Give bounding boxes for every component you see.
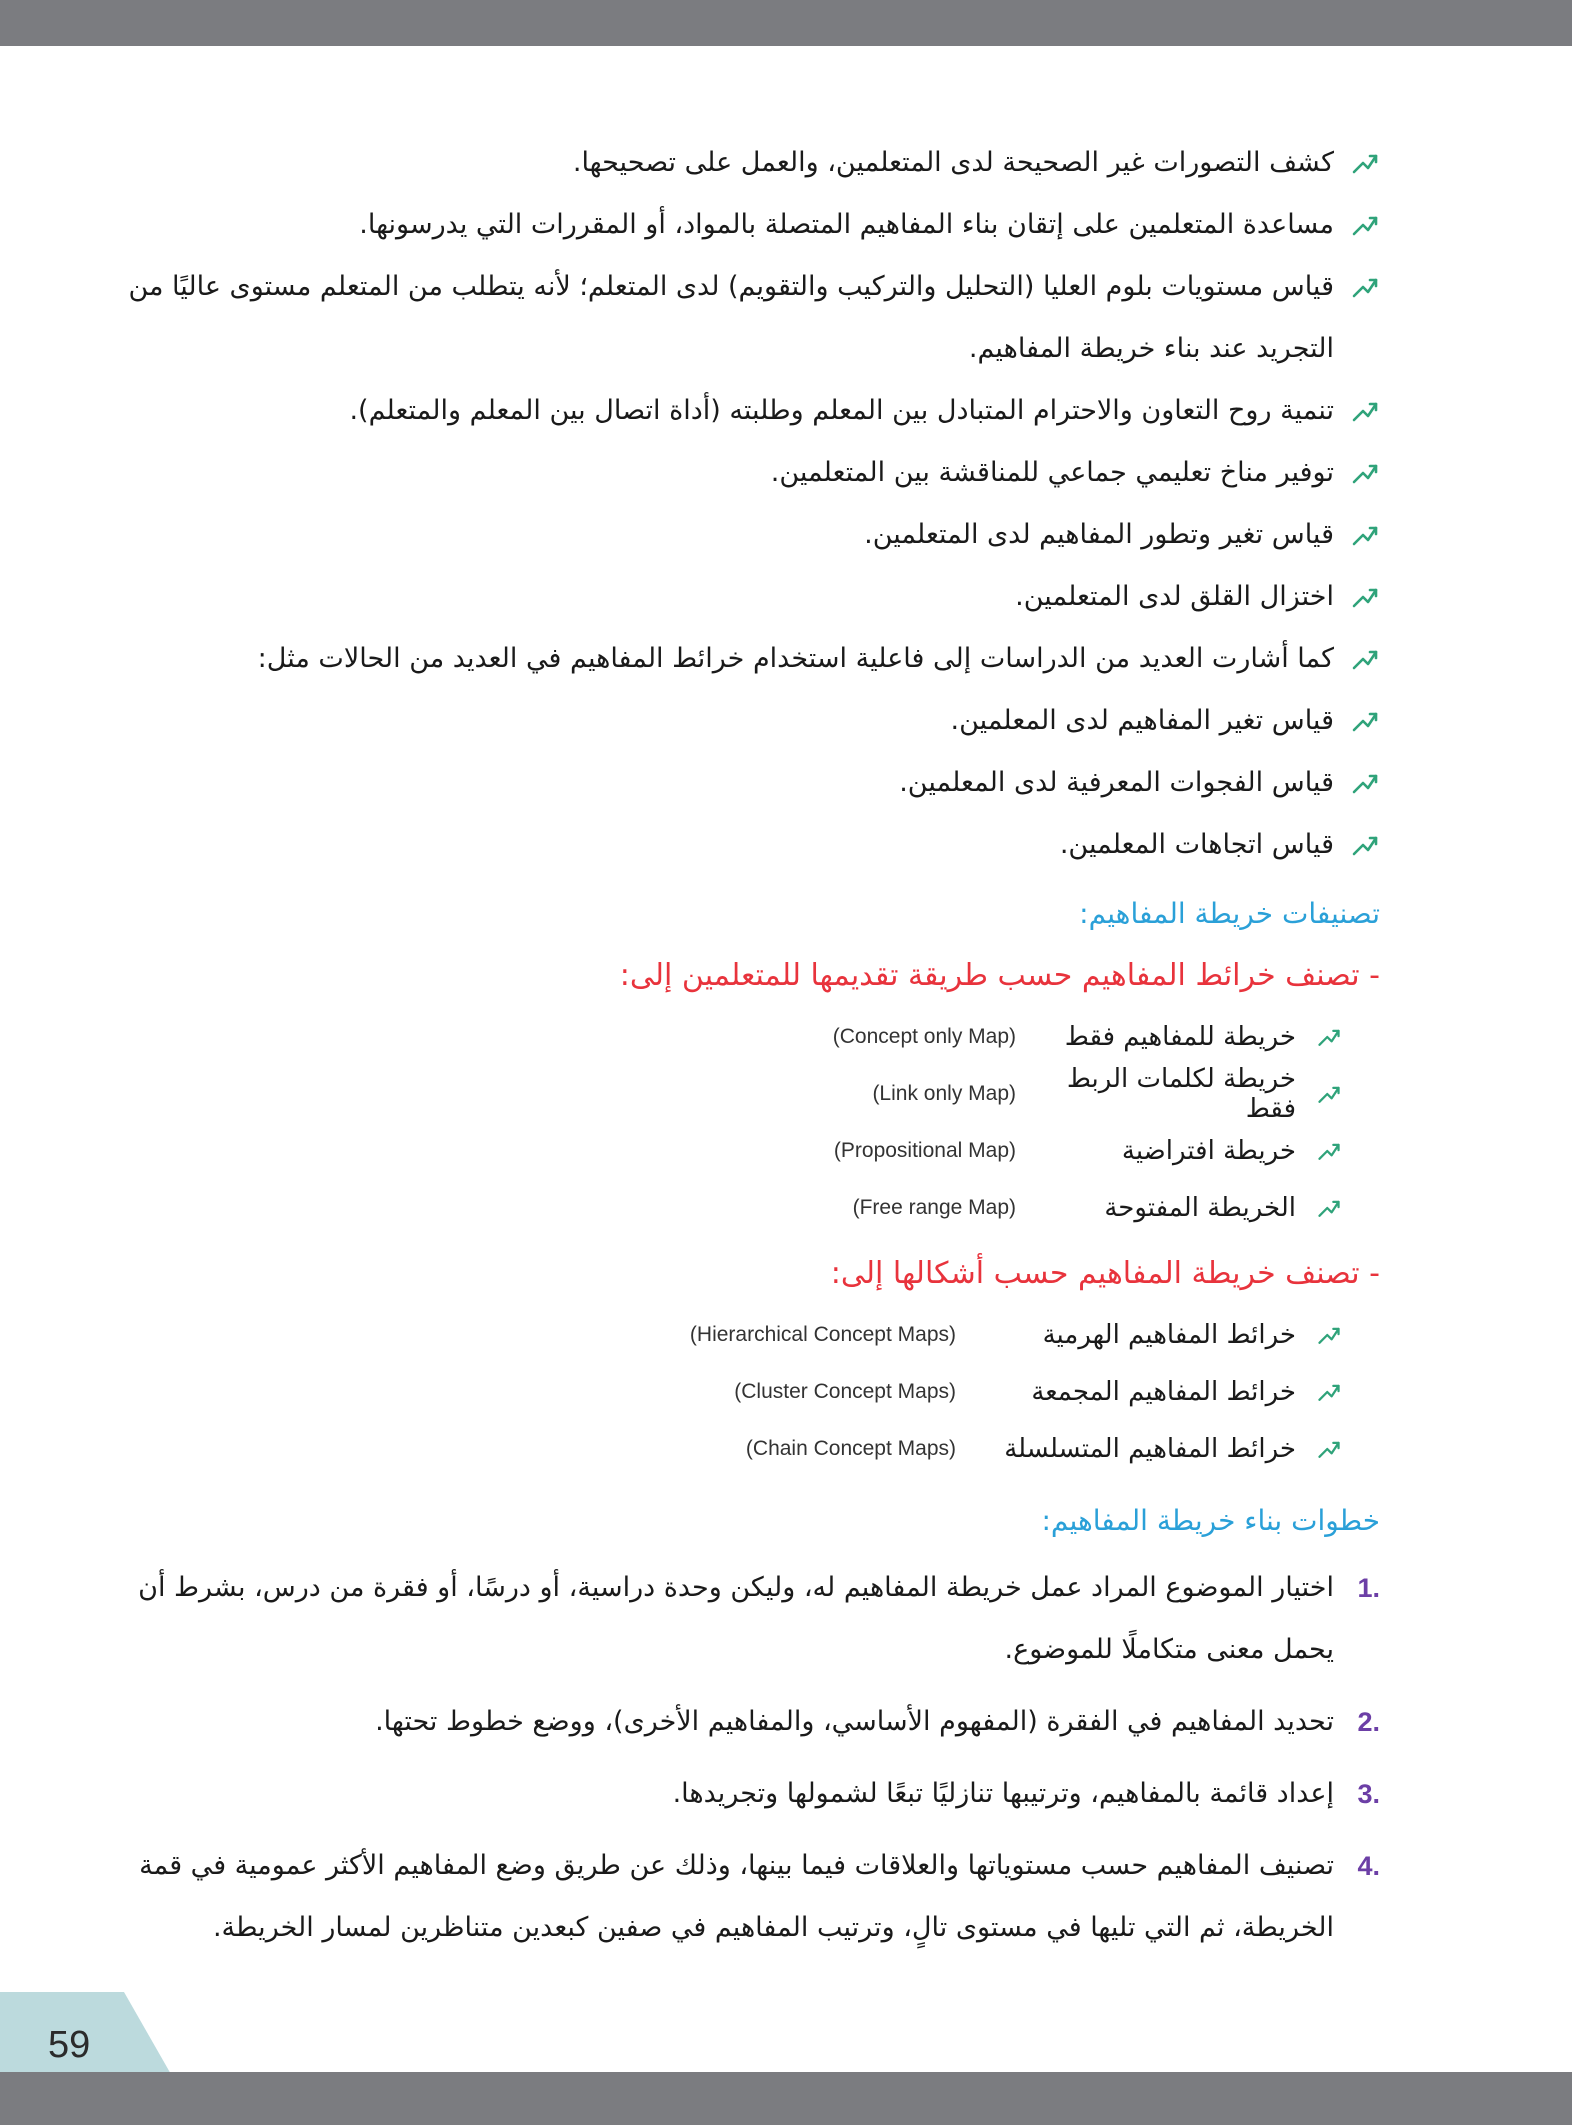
shape-heading: - تصنف خريطة المفاهيم حسب أشكالها إلى: [830,1256,1380,1291]
step-item [118,1763,1380,1825]
classification-english: (Cluster Concept Maps) [734,1379,956,1403]
step-item [118,1557,1380,1681]
bullet-item [118,566,1380,628]
bullet-arrow-icon [1350,768,1380,798]
header-bar [0,0,1572,46]
bullet-item [118,690,1380,752]
bullet-text: اختزال القلق لدى المتعلمين. [1015,581,1334,612]
bullet-arrow-icon [1316,1195,1342,1221]
step-number: .1 [1357,1573,1380,1603]
classification-english: (Free range Map) [852,1195,1016,1219]
bullet-arrow-icon [1316,1138,1342,1164]
bullet-text: كما أشارت العديد من الدراسات إلى فاعلية استخدام خرائط المفاهيم في العديد من الحالات مثل: [257,643,1334,674]
steps-list [118,1557,1380,1959]
classification-item [118,1008,1380,1065]
bullet-arrow-icon [1316,1081,1342,1107]
step-number: .4 [1357,1851,1380,1881]
bullet-item [118,256,1380,380]
bullet-arrow-icon [1316,1024,1342,1050]
footer-bar [0,2072,1572,2125]
classification-arabic: خرائط المفاهيم المتسلسلة [1004,1433,1296,1464]
classification-item [118,1306,1380,1363]
bullet-arrow-icon [1350,458,1380,488]
bullet-arrow-icon [1350,520,1380,550]
classification-english: (Link only Map) [872,1081,1016,1105]
page-number: 59 [48,2024,91,2066]
bullet-arrow-icon [1350,706,1380,736]
step-text: اختيار الموضوع المراد عمل خريطة المفاهيم له، وليكن وحدة دراسية، أو درسًا، أو فقرة من درس، بشرط أن يحمل معنى متكاملًا للموضوع. [138,1572,1334,1665]
step-number: .2 [1357,1707,1380,1737]
classification-item [118,1065,1380,1122]
bullet-item [118,132,1380,194]
classification-item [118,1122,1380,1179]
bullet-list [118,132,1380,876]
bullet-arrow-icon [1350,272,1380,302]
classification-english: (Hierarchical Concept Maps) [689,1322,956,1346]
bullet-arrow-icon [1350,148,1380,178]
step-text: إعداد قائمة بالمفاهيم، وترتيبها تنازليًا تبعًا لشمولها وتجريدها. [672,1778,1334,1809]
presentation-heading: - تصنف خرائط المفاهيم حسب طريقة تقديمها للمتعلمين إلى: [619,958,1380,993]
bullet-text: قياس تغير وتطور المفاهيم لدى المتعلمين. [864,519,1334,550]
classification-english: (Chain Concept Maps) [745,1436,956,1460]
presentation-list [118,1008,1380,1236]
bullet-text: قياس تغير المفاهيم لدى المعلمين. [950,705,1334,736]
bullet-arrow-icon [1350,644,1380,674]
classification-item [118,1363,1380,1420]
classification-arabic: خرائط المفاهيم الهرمية [1042,1319,1296,1350]
step-number: .3 [1357,1779,1380,1809]
classification-arabic: خريطة لكلمات الربط فقط [1066,1063,1296,1124]
steps-heading: خطوات بناء خريطة المفاهيم: [1041,1504,1380,1537]
classification-item [118,1179,1380,1236]
bullet-arrow-icon [1350,210,1380,240]
bullet-item [118,628,1380,690]
classification-english: (Concept only Map) [832,1024,1016,1048]
classification-english: (Propositional Map) [833,1138,1016,1162]
step-item [118,1835,1380,1959]
bullet-arrow-icon [1350,830,1380,860]
step-text: تحديد المفاهيم في الفقرة (المفهوم الأساسي، والمفاهيم الأخرى)، ووضع خطوط تحتها. [375,1706,1334,1737]
bullet-text: مساعدة المتعلمين على إتقان بناء المفاهيم المتصلة بالمواد، أو المقررات التي يدرسونها. [359,209,1334,240]
classifications-heading: تصنيفات خريطة المفاهيم: [1079,897,1380,930]
classification-arabic: خريطة للمفاهيم فقط [1064,1021,1296,1052]
bullet-item [118,442,1380,504]
bullet-arrow-icon [1350,582,1380,612]
classification-item [118,1420,1380,1477]
bullet-text: تنمية روح التعاون والاحترام المتبادل بين المعلم وطلبته (أداة اتصال بين المعلم والمتعلم). [349,395,1334,426]
classification-arabic: خريطة افتراضية [1121,1135,1296,1166]
bullet-text: كشف التصورات غير الصحيحة لدى المتعلمين، والعمل على تصحيحها. [572,147,1334,178]
step-item [118,1691,1380,1753]
bullet-arrow-icon [1316,1436,1342,1462]
bullet-item [118,752,1380,814]
bullet-arrow-icon [1316,1322,1342,1348]
bullet-text: قياس مستويات بلوم العليا (التحليل والتركيب والتقويم) لدى المتعلم؛ لأنه يتطلب من المتعلم مستوى عاليًا من التجريد عند بناء خريطة المفاهيم. [128,271,1334,364]
bullet-text: قياس اتجاهات المعلمين. [1059,829,1334,860]
step-text: تصنيف المفاهيم حسب مستوياتها والعلاقات فيما بينها، وذلك عن طريق وضع المفاهيم الأكثر عمومية في قمة الخريطة، ثم التي تليها في مستوى تالٍ، وترتيب المفاهيم في صفين كبعدين متناظرين لمسار الخريطة. [139,1850,1334,1943]
bullet-item [118,380,1380,442]
bullet-item [118,504,1380,566]
classification-arabic: الخريطة المفتوحة [1104,1192,1296,1223]
shape-list [118,1306,1380,1477]
bullet-item [118,194,1380,256]
bullet-item [118,814,1380,876]
page-content [118,132,1380,1969]
classification-arabic: خرائط المفاهيم المجمعة [1031,1376,1296,1407]
bullet-arrow-icon [1316,1379,1342,1405]
bullet-text: توفير مناخ تعليمي جماعي للمناقشة بين المتعلمين. [770,457,1334,488]
bullet-arrow-icon [1350,396,1380,426]
bullet-text: قياس الفجوات المعرفية لدى المعلمين. [899,767,1334,798]
